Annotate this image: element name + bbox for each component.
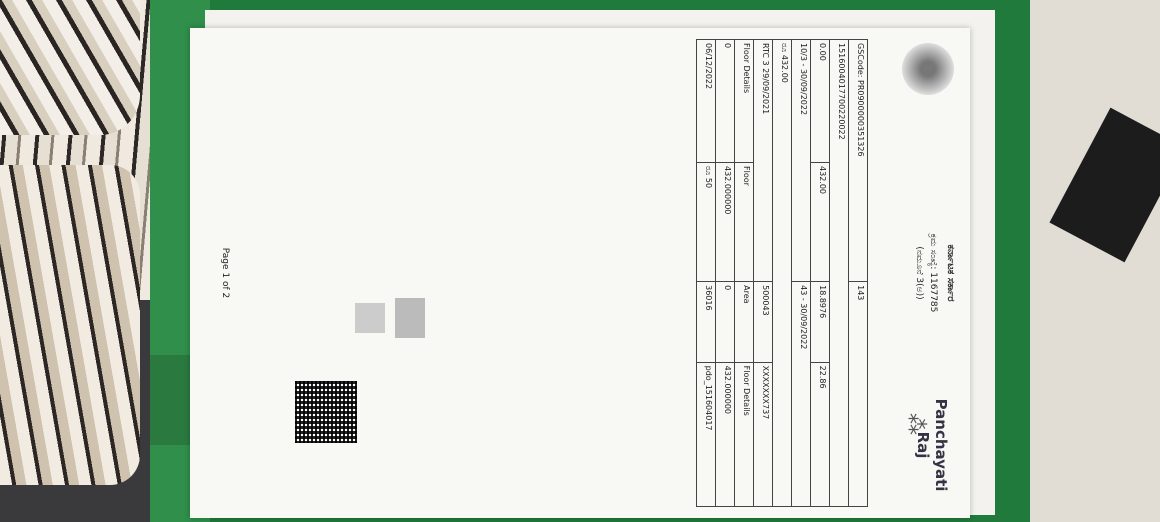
state-emblem-icon — [902, 43, 954, 95]
form-title: ಕರ್ನಾಟಕ ಸರ್ಕಾರ — [945, 244, 956, 302]
floor-details-label-2: Floor Details — [735, 362, 754, 506]
checkered-cloth-middle — [0, 165, 140, 485]
owner-photo — [395, 298, 425, 338]
house-no-cell: 143 — [849, 282, 868, 507]
phone-cell: XXXXXXX737 — [754, 362, 773, 506]
pincode-cell: 500043 — [754, 282, 773, 363]
form-number: (ನಮೂನೆ 3(ಅ)) — [914, 246, 924, 300]
floor-value-cell-2: 0 — [716, 282, 735, 363]
form-document — [190, 28, 970, 518]
form-header — [870, 33, 960, 513]
fee-cell: ರೂ 50 — [697, 163, 716, 282]
property-photo — [355, 303, 385, 333]
floor-label: Floor — [735, 163, 754, 282]
gscode-cell: GSCode: PR0900000351326 — [849, 40, 868, 282]
rtc-cell: RTC 3 29/09/2021 — [754, 40, 773, 282]
breadth-cell: 22.86 — [811, 362, 830, 506]
floor-value-cell: 0 — [716, 40, 735, 163]
pdo-cell: pdo_151604017 — [697, 362, 716, 506]
page-number: Page 1 of 2 — [220, 247, 230, 299]
total-area-cell: 0.00 — [811, 40, 830, 163]
qr-code — [295, 381, 357, 443]
property-number-cell: 1516004017700220022 — [830, 40, 849, 507]
issue-date-cell: 06/12/2022 — [697, 40, 716, 163]
tax-period2-cell: 43 - 30/09/2022 — [792, 282, 811, 507]
panchayati-raj-brand: Panchayati Raj — [914, 398, 950, 492]
area-value-cell: 432.00 — [811, 163, 830, 282]
tax-period-cell: 10/3 - 30/09/2022 — [792, 40, 811, 282]
ref-no-cell: 36016 — [697, 282, 716, 363]
rotated-form — [200, 33, 960, 513]
floor-details-label: Floor Details — [735, 40, 754, 163]
table-surface-right — [1030, 0, 1160, 522]
property-table — [696, 39, 868, 507]
form-subtitle: ಕ್ರಮ ಸಂಖ್ಯೆ: 1167785 — [928, 233, 938, 313]
panchayat-logo-icon: ⁂ — [903, 413, 928, 438]
floor-area-cell-2: 432.000000 — [716, 362, 735, 506]
checkered-cloth-top — [0, 0, 140, 135]
tax-amount-cell: ರೂ 432.00 — [773, 40, 792, 507]
floor-area-cell: 432.000000 — [716, 163, 735, 282]
length-cell: 18.8976 — [811, 282, 830, 363]
area-label: Area — [735, 282, 754, 363]
